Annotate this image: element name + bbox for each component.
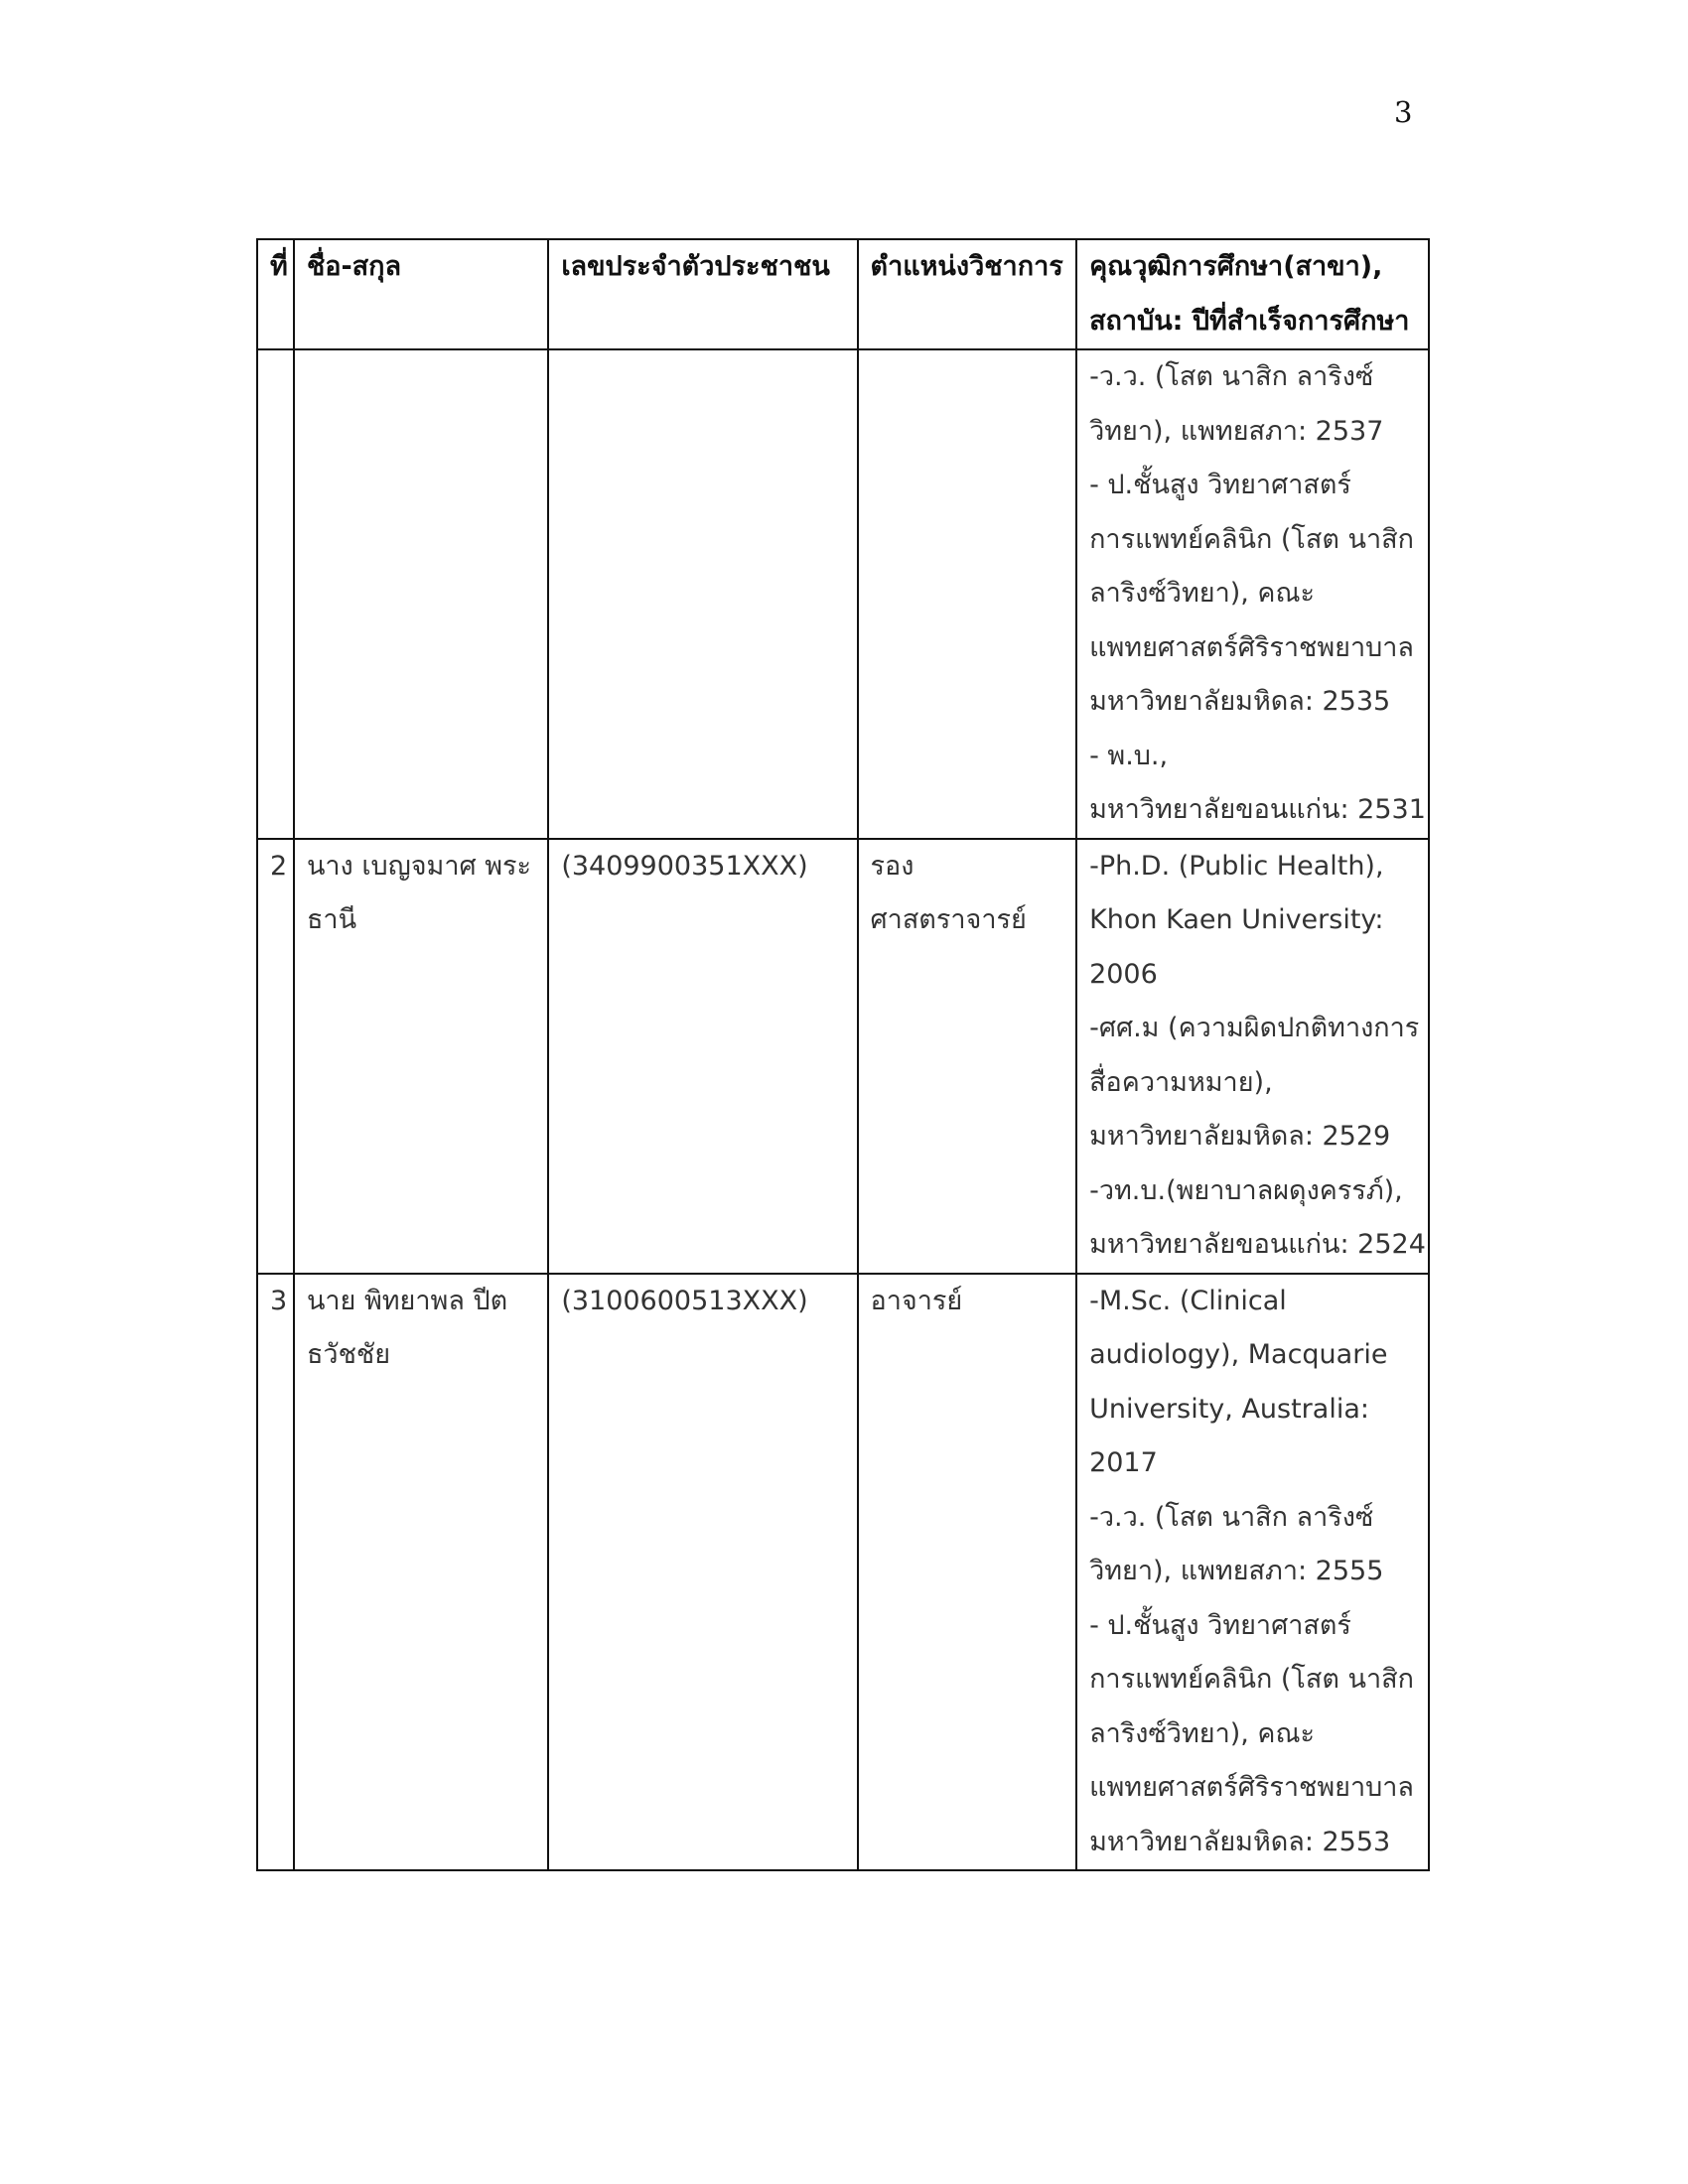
education-line: ลาริงซ์วิทยา), คณะ	[1089, 578, 1316, 609]
education-line: แพทยศาสตร์ศิริราชพยาบาล	[1089, 631, 1414, 663]
faculty-table	[256, 238, 1430, 1871]
cell-id	[548, 349, 857, 839]
cell-no: 2	[257, 839, 294, 1274]
header-rank: ตำแหน่งวิชาการ	[858, 239, 1077, 349]
education-line: 2017	[1089, 1447, 1158, 1478]
cell-id: (3100600513XXX)	[548, 1274, 857, 1871]
education-line: มหาวิทยาลัยขอนแก่น: 2531	[1089, 794, 1426, 825]
name-line: นาง เบญจมาศ พระ	[306, 850, 531, 882]
cell-name	[294, 1274, 548, 1871]
cell-name	[294, 349, 548, 839]
education-line: วิทยา), แพทยสภา: 2555	[1089, 1556, 1384, 1586]
table-header-row	[257, 239, 1429, 349]
header-education-line: คุณวุฒิการศึกษา(สาขา),	[1089, 251, 1383, 282]
education-line: University, Australia:	[1089, 1393, 1369, 1425]
cell-rank: รองศาสตราจารย์	[858, 839, 1077, 1274]
header-education-line: สถาบัน: ปีที่สำเร็จการศึกษา	[1089, 305, 1410, 337]
education-line: -ว.ว. (โสต นาสิก ลาริงซ์	[1089, 361, 1374, 392]
cell-no	[257, 349, 294, 839]
education-line: Khon Kaen University:	[1089, 904, 1384, 935]
education-line: แพทยศาสตร์ศิริราชพยาบาล	[1089, 1772, 1414, 1803]
cell-id: (3409900351XXX)	[548, 839, 857, 1274]
name-line: ธวัชชัย	[306, 1339, 391, 1370]
page-number: 3	[1394, 95, 1413, 129]
education-line: มหาวิทยาลัยมหิดล: 2529	[1089, 1121, 1391, 1152]
education-line: การแพทย์คลินิก (โสต นาสิก	[1089, 1664, 1414, 1695]
education-line: 2006	[1089, 958, 1158, 990]
cell-education	[1076, 349, 1429, 839]
cell-rank	[858, 349, 1077, 839]
education-line: มหาวิทยาลัยมหิดล: 2553	[1089, 1826, 1391, 1857]
education-line: สื่อความหมาย),	[1089, 1066, 1273, 1098]
header-education	[1076, 239, 1429, 349]
cell-no: 3	[257, 1274, 294, 1871]
header-name: ชื่อ-สกุล	[294, 239, 548, 349]
education-line: -M.Sc. (Clinical	[1089, 1285, 1287, 1316]
education-line: audiology), Macquarie	[1089, 1339, 1388, 1370]
header-no: ที่	[257, 239, 294, 349]
education-line: วิทยา), แพทยสภา: 2537	[1089, 415, 1384, 447]
education-line: มหาวิทยาลัยขอนแก่น: 2524	[1089, 1229, 1426, 1260]
cell-education	[1076, 839, 1429, 1274]
cell-rank: อาจารย์	[858, 1274, 1077, 1871]
education-line: การแพทย์คลินิก (โสต นาสิก	[1089, 523, 1414, 555]
table-row-continuation	[257, 349, 1429, 839]
name-line: นาย พิทยาพล ปีต	[306, 1285, 508, 1316]
header-id: เลขประจำตัวประชาชน	[548, 239, 857, 349]
education-line: -วท.บ.(พยาบาลผดุงครรภ์),	[1089, 1174, 1403, 1206]
education-line: -ศศ.ม (ความผิดปกติทางการ	[1089, 1013, 1420, 1043]
education-line: - ป.ชั้นสูง วิทยาศาสตร์	[1089, 470, 1351, 500]
table-row	[257, 839, 1429, 1274]
education-line: - พ.บ.,	[1089, 740, 1169, 771]
education-line: ลาริงซ์วิทยา), คณะ	[1089, 1717, 1316, 1749]
table-row	[257, 1274, 1429, 1871]
cell-education	[1076, 1274, 1429, 1871]
education-line: มหาวิทยาลัยมหิดล: 2535	[1089, 686, 1391, 717]
education-line: -ว.ว. (โสต นาสิก ลาริงซ์	[1089, 1501, 1374, 1533]
education-line: - ป.ชั้นสูง วิทยาศาสตร์	[1089, 1609, 1351, 1641]
education-line: -Ph.D. (Public Health),	[1089, 850, 1384, 882]
cell-name	[294, 839, 548, 1274]
name-line: ธานี	[306, 904, 357, 935]
